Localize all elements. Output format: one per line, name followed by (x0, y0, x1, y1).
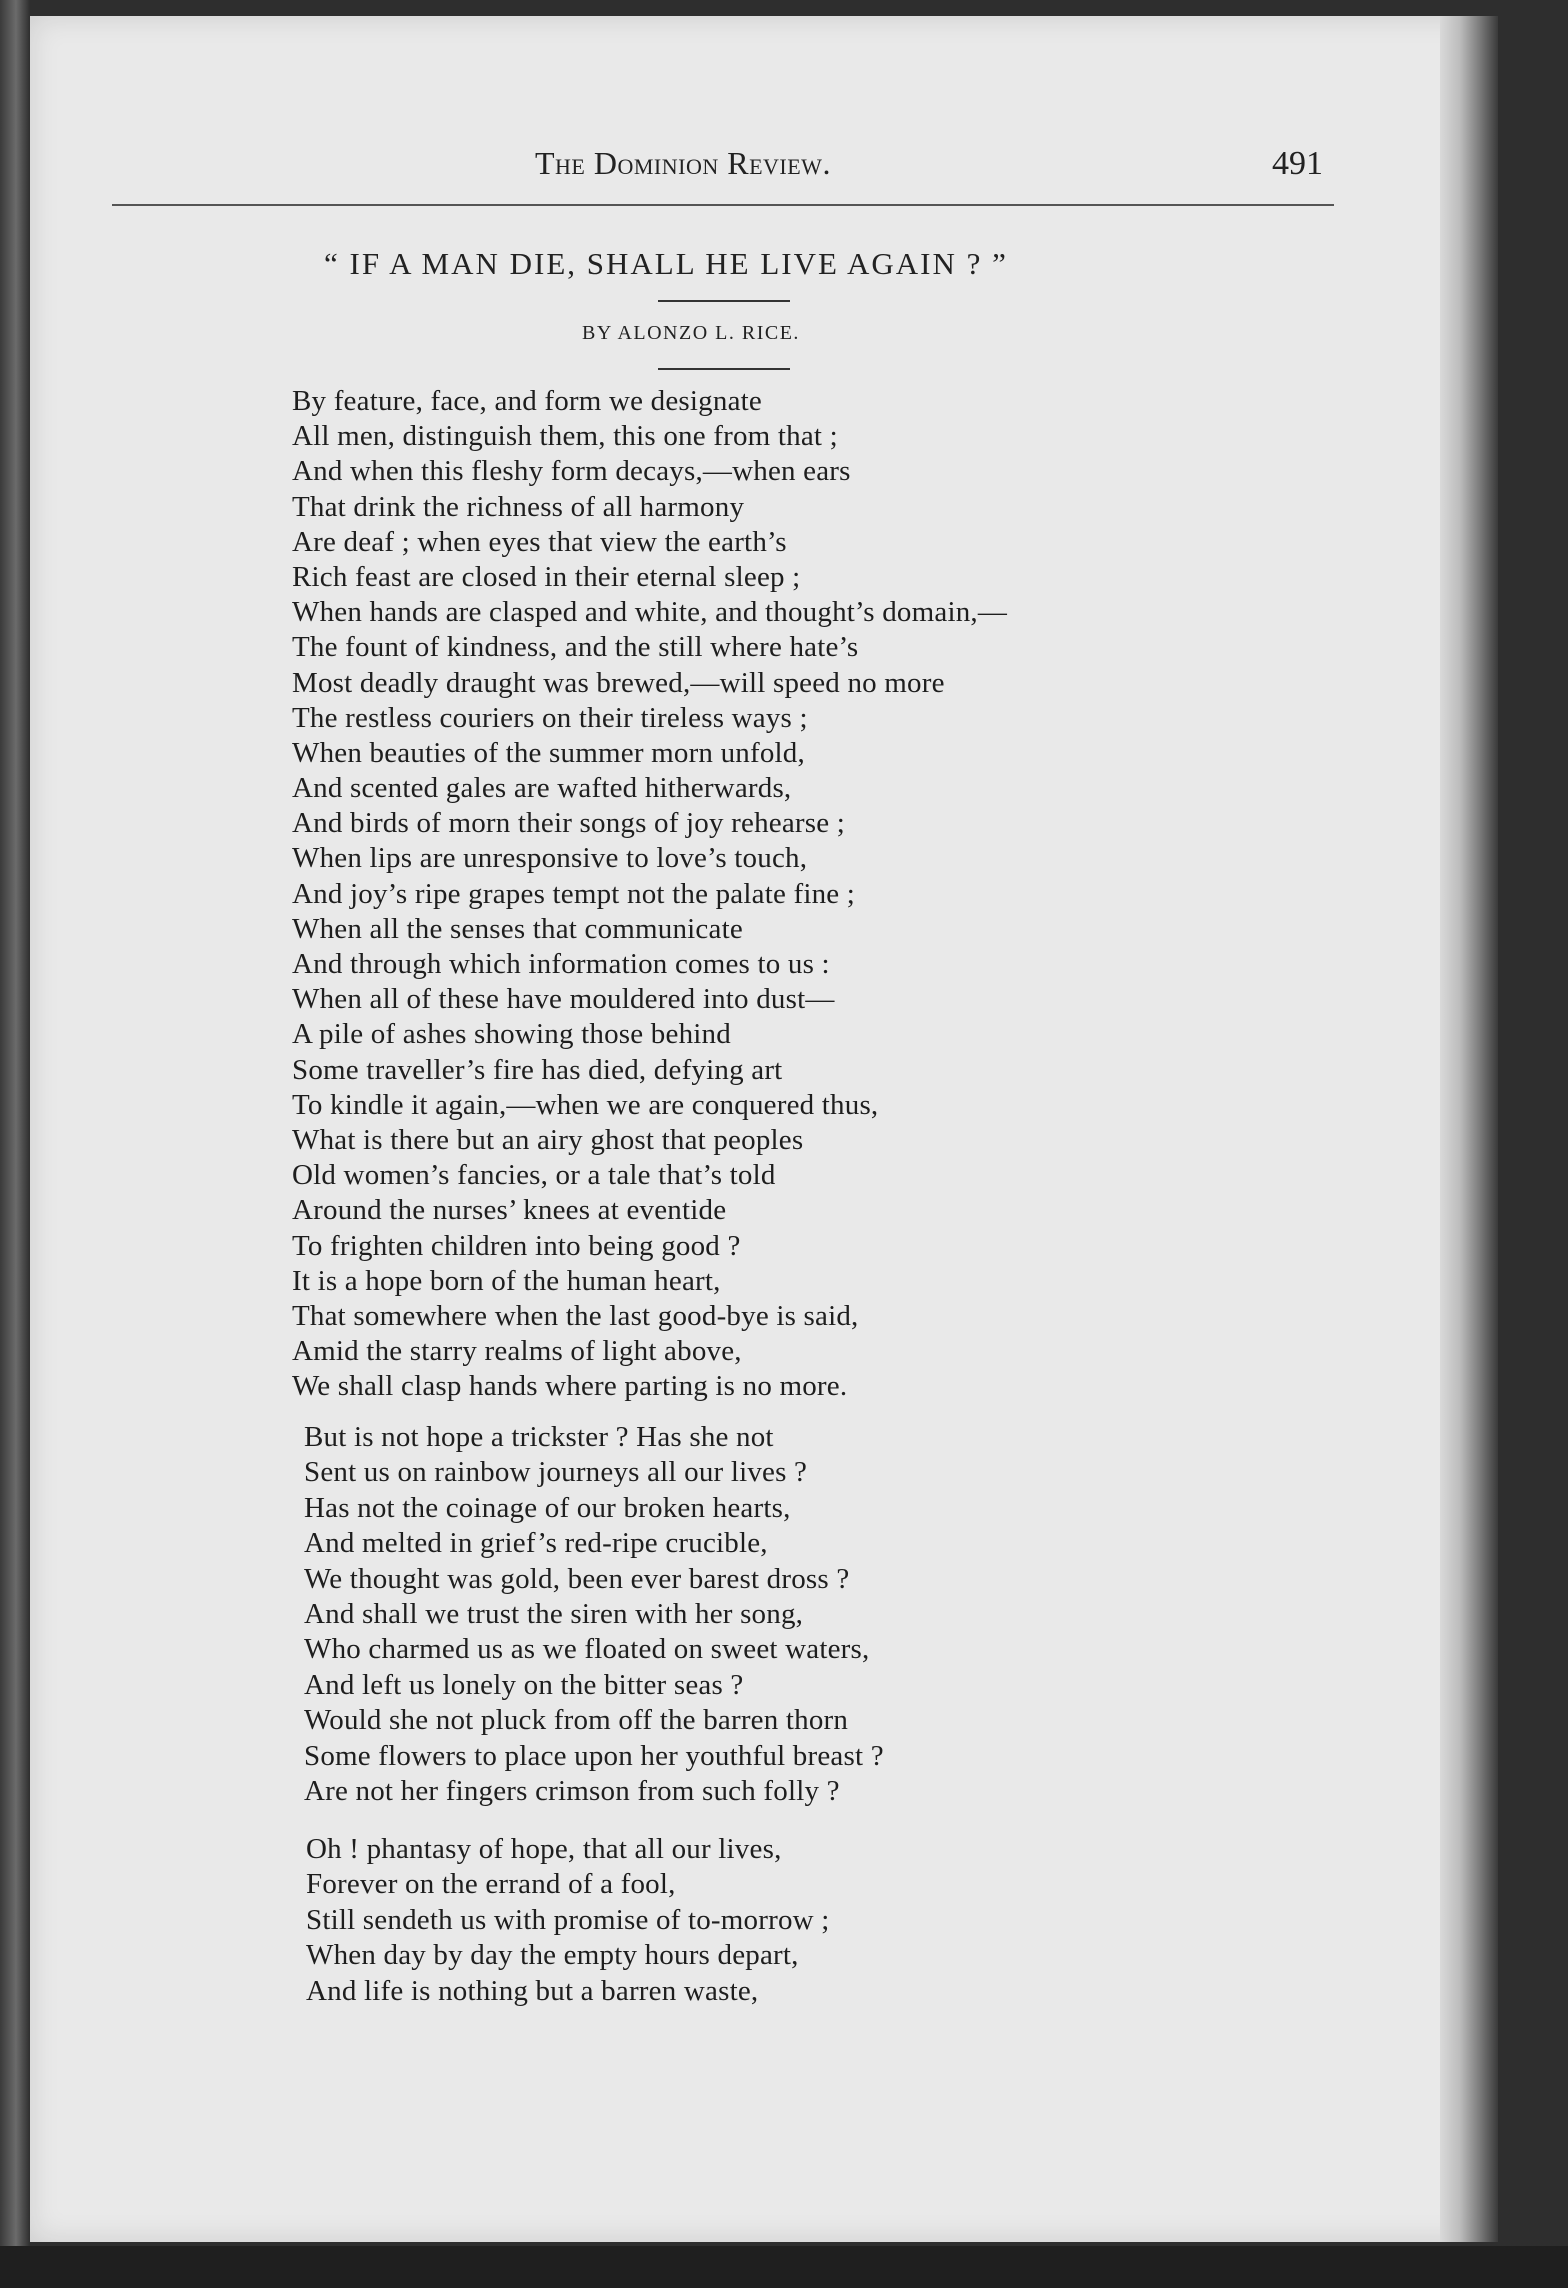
poem-line: The fount of kindness, and the still where hate’s (292, 631, 859, 664)
poem-line: To frighten children into being good ? (292, 1229, 741, 1262)
poem-title: “ IF A MAN DIE, SHALL HE LIVE AGAIN ? ” (324, 246, 1008, 281)
poem-line: To kindle it again,—when we are conquered thus, (292, 1088, 879, 1121)
page-number: 491 (1272, 145, 1323, 182)
poem-line: Sent us on rainbow journeys all our lives ? (304, 1456, 808, 1489)
poem-line: Who charmed us as we floated on sweet waters, (304, 1633, 870, 1666)
poem-line: A pile of ashes showing those behind (292, 1018, 731, 1051)
poem-line: And when this fleshy form decays,—when ears (292, 455, 851, 488)
poem-line: And joy’s ripe grapes tempt not the palate fine ; (292, 877, 856, 910)
byline-rule (658, 368, 790, 370)
poem-line: We thought was gold, been ever barest dross ? (304, 1562, 850, 1595)
running-head (0, 145, 1330, 185)
stanza-2 (304, 1420, 884, 1809)
poem-line: All men, distinguish them, this one from that ; (292, 420, 838, 453)
poem-line: We shall clasp hands where parting is no more. (292, 1370, 848, 1403)
poem-line: Around the nurses’ knees at eventide (292, 1194, 727, 1227)
poem-line: When beauties of the summer morn unfold, (292, 736, 805, 769)
poem-line: Oh ! phantasy of hope, that all our lives, (306, 1833, 782, 1865)
poem-line: When all the senses that communicate (292, 912, 743, 945)
poem-line: It is a hope born of the human heart, (292, 1264, 721, 1297)
poem-line: And birds of morn their songs of joy rehearse ; (292, 807, 846, 840)
poem-line: Forever on the errand of a fool, (306, 1868, 676, 1901)
running-title: The Dominion Review. (535, 145, 831, 181)
title-rule (658, 300, 790, 302)
poem-line: Rich feast are closed in their eternal sleep ; (292, 560, 801, 593)
scan-bottom-border (0, 2246, 1568, 2288)
poem-line: When day by day the empty hours depart, (306, 1939, 799, 1972)
page-edge-shadow (1440, 16, 1498, 2242)
poem-line: And shall we trust the siren with her song, (304, 1597, 804, 1630)
poem-line: Old women’s fancies, or a tale that’s told (292, 1159, 776, 1192)
poem-line: Has not the coinage of our broken hearts, (304, 1491, 791, 1524)
poem-line: By feature, face, and form we designate (292, 385, 762, 417)
poem-line: Most deadly draught was brewed,—will speed no more (292, 666, 945, 699)
poem-line: Some flowers to place upon her youthful breast ? (304, 1739, 884, 1772)
poem-line: When lips are unresponsive to love’s touch, (292, 842, 808, 875)
poem-line: And left us lonely on the bitter seas ? (304, 1668, 744, 1701)
poem-line: But is not hope a trickster ? Has she not (304, 1421, 774, 1453)
poem-line: And melted in grief’s red-ripe crucible, (304, 1527, 768, 1560)
header-rule (112, 204, 1334, 206)
poem-line: Some traveller’s fire has died, defying art (292, 1053, 783, 1086)
poem-line: Are not her fingers crimson from such folly ? (304, 1774, 840, 1807)
stanza-1 (292, 384, 1007, 1404)
poem-line: Amid the starry realms of light above, (292, 1335, 742, 1368)
poem-line: And through which information comes to us : (292, 948, 830, 980)
poem-byline: BY ALONZO L. RICE. (582, 322, 800, 344)
poem-line: And scented gales are wafted hitherwards, (292, 772, 792, 805)
poem-line: Still sendeth us with promise of to-morrow ; (306, 1903, 830, 1936)
poem-line: That drink the richness of all harmony (292, 490, 745, 523)
poem-line: The restless couriers on their tireless ways ; (292, 701, 808, 734)
poem-line: When all of these have mouldered into dust— (292, 983, 835, 1016)
poem-line: And life is nothing but a barren waste, (306, 1974, 759, 2007)
poem-line: Are deaf ; when eyes that view the earth’s (292, 525, 787, 558)
stanza-3 (306, 1832, 830, 2009)
poem-line: When hands are clasped and white, and thought’s domain,— (292, 596, 1008, 629)
poem-line: That somewhere when the last good-bye is said, (292, 1299, 859, 1332)
poem-line: What is there but an airy ghost that peoples (292, 1123, 804, 1156)
poem-line: Would she not pluck from off the barren thorn (304, 1704, 849, 1737)
